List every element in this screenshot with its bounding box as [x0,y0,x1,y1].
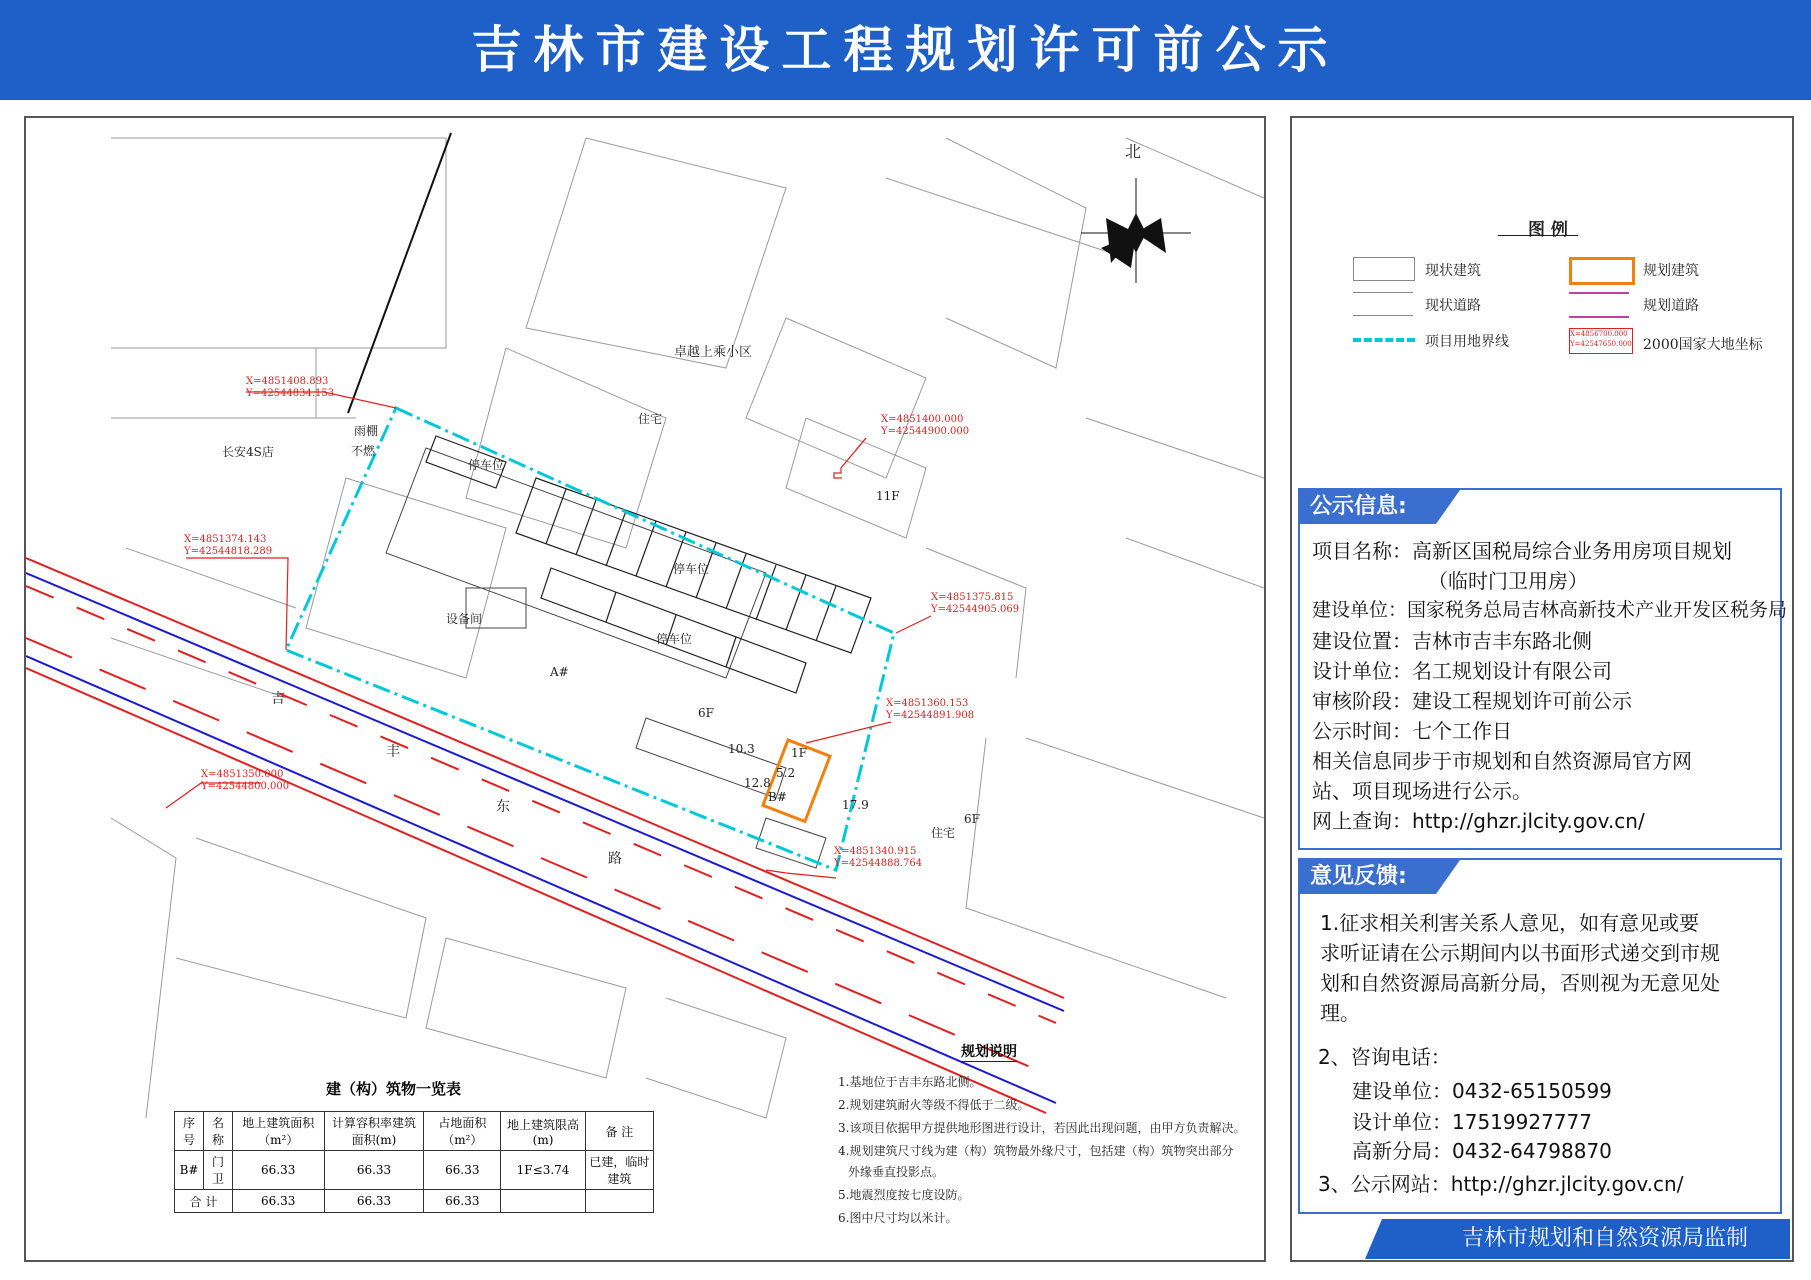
feedback-line: 理。 [1320,1001,1360,1025]
table-cell: 1F≤3.74 [501,1151,586,1190]
legend-swatch-existing-building [1353,257,1415,281]
parking-label-2: 停车位 [673,562,710,576]
query-link[interactable]: 网上查询：http://ghzr.jlcity.gov.cn/ [1312,809,1645,833]
building-table [174,1111,654,1213]
info-line: 公示时间：七个工作日 [1312,719,1512,743]
legend-swatch-coordinate [1569,328,1633,354]
info-line: 建设位置：吉林市吉丰东路北侧 [1312,629,1592,653]
table-cell: 66.33 [324,1190,424,1213]
feedback-tab: 意见反馈: [1310,864,1407,889]
note-item: 1.基地位于吉丰东路北侧。 [838,1075,982,1089]
table-total-row [175,1190,654,1213]
note-item: 4.规划建筑尺寸线为建（构）筑物最外缘尺寸，包括建（构）筑物突出部分 [838,1144,1234,1158]
table-cell: 门 卫 [204,1151,233,1190]
feedback-phone: 建设单位：0432-65150599 [1352,1079,1612,1103]
legend-title: 图 例 [1528,220,1568,240]
floors-6f-2: 6F [964,812,980,826]
coord-label-5: X=4851360.153 Y=42544891.908 [886,698,975,721]
floors-11f: 11F [876,489,900,503]
site-plan-map [24,116,1266,1262]
table-header: 备 注 [585,1112,653,1151]
dimension-3: 12.8 [744,776,771,790]
info-line: 建设单位：国家税务总局吉林高新技术产业开发区税务局 [1312,599,1788,621]
legend-coord-x: X=4856700.000 [1570,330,1628,338]
legend-swatch-boundary [1353,338,1415,342]
shelter-label-1: 雨棚 [354,424,379,438]
info-line: 项目名称：高新区国税局综合业务用房项目规划 [1312,539,1732,563]
residential-label-1: 住宅 [638,412,663,426]
residential-label-2: 住宅 [931,826,956,840]
table-header: 地上建筑面积（m²） [232,1112,324,1151]
legend-swatch-planned-building [1569,257,1635,285]
info-line: 相关信息同步于市规划和自然资源局官方网 [1312,749,1692,773]
site-plan-drawing [26,118,1264,1260]
table-title: 建（构）筑物一览表 [326,1080,462,1098]
feedback-line: 求听证请在公示期间内以书面形式递交到市规 [1320,941,1720,965]
legend-coord-y: Y=42547650.000 [1570,340,1632,348]
coord-label-7: X=4851340.915 Y=42544888.764 [834,846,923,869]
road-char-4: 路 [608,851,622,867]
table-cell: 66.33 [232,1190,324,1213]
coord-label-3: X=4851374.143 Y=42544818.289 [184,534,273,557]
info-line: 站、项目现场进行公示。 [1312,779,1532,803]
dimension-2: 5.2 [776,766,796,780]
legend-swatch-existing-road [1353,292,1413,316]
community-label: 卓越上乘小区 [674,345,753,360]
equipment-label: 设备间 [446,612,483,626]
footer-text: 吉林市规划和自然资源局监制 [1461,1226,1748,1251]
road-char-2: 丰 [386,744,400,760]
website-link[interactable]: 3、公示网站：http://ghzr.jlcity.gov.cn/ [1318,1172,1684,1196]
table-cell: 已建，临时建筑 [585,1151,653,1190]
note-item: 外缘垂直投影点。 [848,1165,945,1179]
info-tab: 公示信息: [1310,494,1407,519]
table-cell: 66.33 [324,1151,424,1190]
table-header: 占地面积（m²） [424,1112,501,1151]
note-item: 6.图中尺寸均以米计。 [838,1211,958,1225]
table-cell: 66.33 [232,1151,324,1190]
table-cell: 合 计 [175,1190,233,1213]
north-label: 北 [1125,142,1142,161]
dimension-1: 10.3 [728,742,755,756]
building-b-label: B# [768,790,787,804]
info-line: （临时门卫用房） [1428,569,1588,593]
building-a-label: A# [550,665,569,679]
info-line: 审核阶段：建设工程规划许可前公示 [1312,689,1632,713]
coord-label-4: X=4851375.815 Y=42544905.069 [931,592,1020,615]
coord-label-1: X=4851408.893 Y=42544834.153 [246,376,335,399]
floors-1f: 1F [791,746,807,760]
legend-label: 现状建筑 [1425,263,1481,279]
info-line: 设计单位：名工规划设计有限公司 [1312,659,1612,683]
notes-title: 规划说明 [961,1041,1017,1062]
feedback-phone: 高新分局：0432-64798870 [1352,1139,1612,1163]
road-char-1: 吉 [271,691,285,707]
parking-label-1: 停车位 [468,458,505,472]
shelter-label-2: 不燃 [351,444,376,458]
feedback-line: 1.征求相关利害关系人意见，如有意见或要 [1320,911,1700,935]
feedback-line: 划和自然资源局高新分局，否则视为无意见处 [1320,971,1720,995]
coord-label-6: X=4851350.000 Y=42544800.000 [201,769,290,792]
feedback-line: 2、咨询电话： [1318,1045,1451,1069]
floors-6f-1: 6F [698,706,714,720]
legend-label: 规划道路 [1643,298,1699,314]
coord-label-2: X=4851400.000 Y=42544900.000 [881,414,970,437]
parking-label-3: 停车位 [656,632,693,646]
table-header: 计算容积率建筑面积(m) [324,1112,424,1151]
legend-label: 规划建筑 [1643,263,1699,279]
page-title: 吉林市建设工程规划许可前公示 [471,21,1340,79]
table-cell: 66.33 [424,1190,501,1213]
legend-swatch-planned-road [1569,292,1629,318]
note-item: 2.规划建筑耐火等级不得低于二级。 [838,1098,1030,1112]
table-header: 地上建筑限高(m) [501,1112,586,1151]
table-header: 名 称 [204,1112,233,1151]
table-cell: 66.33 [424,1151,501,1190]
legend-label: 2000国家大地坐标 [1643,337,1763,353]
table-cell [585,1190,653,1213]
table-header-row [175,1112,654,1151]
table-header: 序号 [175,1112,204,1151]
legend-underline [1498,235,1578,236]
note-item: 3.该项目依据甲方提供地形图进行设计，若因此出现问题，由甲方负责解决。 [838,1121,1246,1135]
note-item: 5.地震烈度按七度设防。 [838,1188,970,1202]
table-cell [501,1190,586,1213]
feedback-phone: 设计单位：17519927777 [1352,1110,1592,1134]
shop-label: 长安4S店 [222,445,274,459]
table-cell: B# [175,1151,204,1190]
road-char-3: 东 [496,799,510,815]
table-row [175,1151,654,1190]
legend-label: 项目用地界线 [1425,334,1509,350]
dimension-4: 17.9 [842,798,869,812]
legend-label: 现状道路 [1425,298,1481,314]
